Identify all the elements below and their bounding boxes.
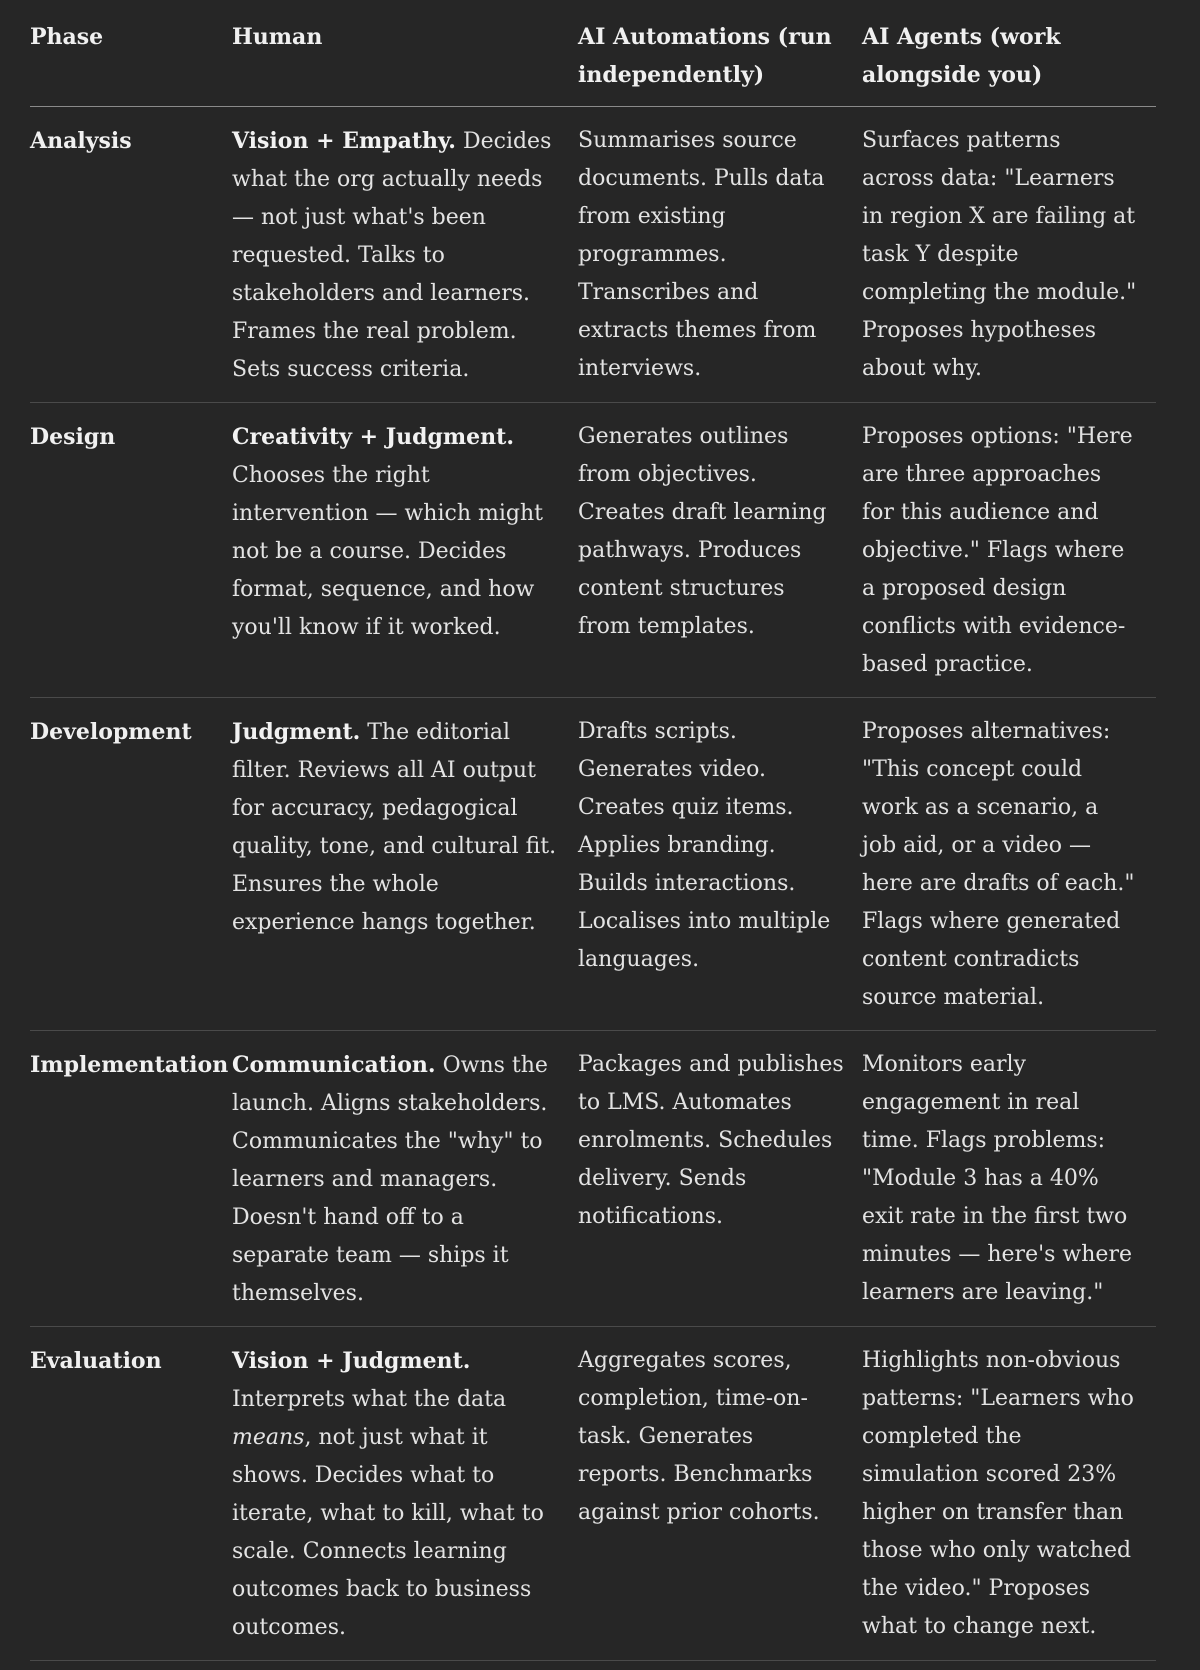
automations-cell: Packages and publishes to LMS. Automates enrolments. Schedules delivery. Sends notifications. [578,1052,844,1229]
table-row-design [30,403,1156,698]
adidie-role-table-container [30,0,1156,1661]
agents-cell: Proposes alternatives: "This concept could work as a scenario, a job aid, or a video — here are drafts of each." Flags where generated content contradicts source material. [862,719,1135,1010]
human-cell [232,1031,578,1327]
human-body-text: Chooses the right intervention — which might not be a course. Decides format, sequence, and how you'll know if it worked. [232,463,543,640]
human-cell [232,1327,578,1661]
agents-cell: Monitors early engagement in real time. Flags problems: "Module 3 has a 40% exit rate in the first two minutes — here's where learners are leaving." [862,1052,1132,1305]
human-lead-text: Judgment. [232,719,361,745]
header-human: Human [232,0,578,107]
human-lead-text: Vision + Judgment. [232,1348,471,1374]
human-cell [232,698,578,1031]
human-lead-text: Communication. [232,1052,436,1078]
automations-cell: Generates outlines from objectives. Creates draft learning pathways. Produces content structures from templates. [578,424,827,639]
phase-cell: Implementation [30,1052,229,1078]
phase-cell: Development [30,719,192,745]
agents-cell: Proposes options: "Here are three approaches for this audience and objective." Flags where a proposed design conflicts with evidence-based practice. [862,424,1133,677]
human-lead-text: Creativity + Judgment. [232,424,514,450]
table-row-development [30,698,1156,1031]
table-row-implementation [30,1031,1156,1327]
human-body-text: Decides what the org actually needs — not just what's been requested. Talks to stakeholders and learners. Frames the real problem. Sets success criteria. [232,129,552,382]
human-body-text-pre: Interprets what the data [232,1387,507,1412]
phase-cell: Analysis [30,128,132,154]
automations-cell: Drafts scripts. Generates video. Creates quiz items. Applies branding. Builds interactions. Localises into multiple languages. [578,719,831,972]
table-row-evaluation [30,1327,1156,1661]
adidie-role-table [30,0,1156,1661]
header-phase: Phase [30,0,232,107]
header-ai-agents: AI Agents (work alongside you) [862,0,1156,107]
human-cell [232,403,578,698]
automations-cell: Aggregates scores, completion, time-on-task. Generates reports. Benchmarks against prior cohorts. [578,1348,820,1525]
header-ai-automations: AI Automations (run independently) [578,0,862,107]
human-body-text: The editorial filter. Reviews all AI output for accuracy, pedagogical quality, tone, and cultural fit. Ensures the whole experience hangs together. [232,720,557,935]
human-cell [232,107,578,403]
agents-cell: Highlights non-obvious patterns: "Learners who completed the simulation scored 23% higher on transfer than those who only watched the video." Proposes what to change next. [862,1348,1134,1639]
human-body-text: Owns the launch. Aligns stakeholders. Communicates the "why" to learners and managers. Doesn't hand off to a separate team — ships it themselves. [232,1053,548,1306]
table-header-row [30,0,1156,107]
human-lead-text: Vision + Empathy. [232,128,456,154]
agents-cell: Surfaces patterns across data: "Learners in region X are failing at task Y despite completing the module." Proposes hypotheses about why. [862,128,1137,381]
human-body-text-post: , not just what it shows. Decides what to iterate, what to kill, what to scale. Connects learning outcomes back to business outcomes. [232,1425,544,1640]
phase-cell: Evaluation [30,1348,162,1374]
table-row-analysis [30,107,1156,403]
automations-cell: Summarises source documents. Pulls data from existing programmes. Transcribes and extracts themes from interviews. [578,128,825,381]
human-body-emphasis: means [232,1425,305,1450]
phase-cell: Design [30,424,116,450]
